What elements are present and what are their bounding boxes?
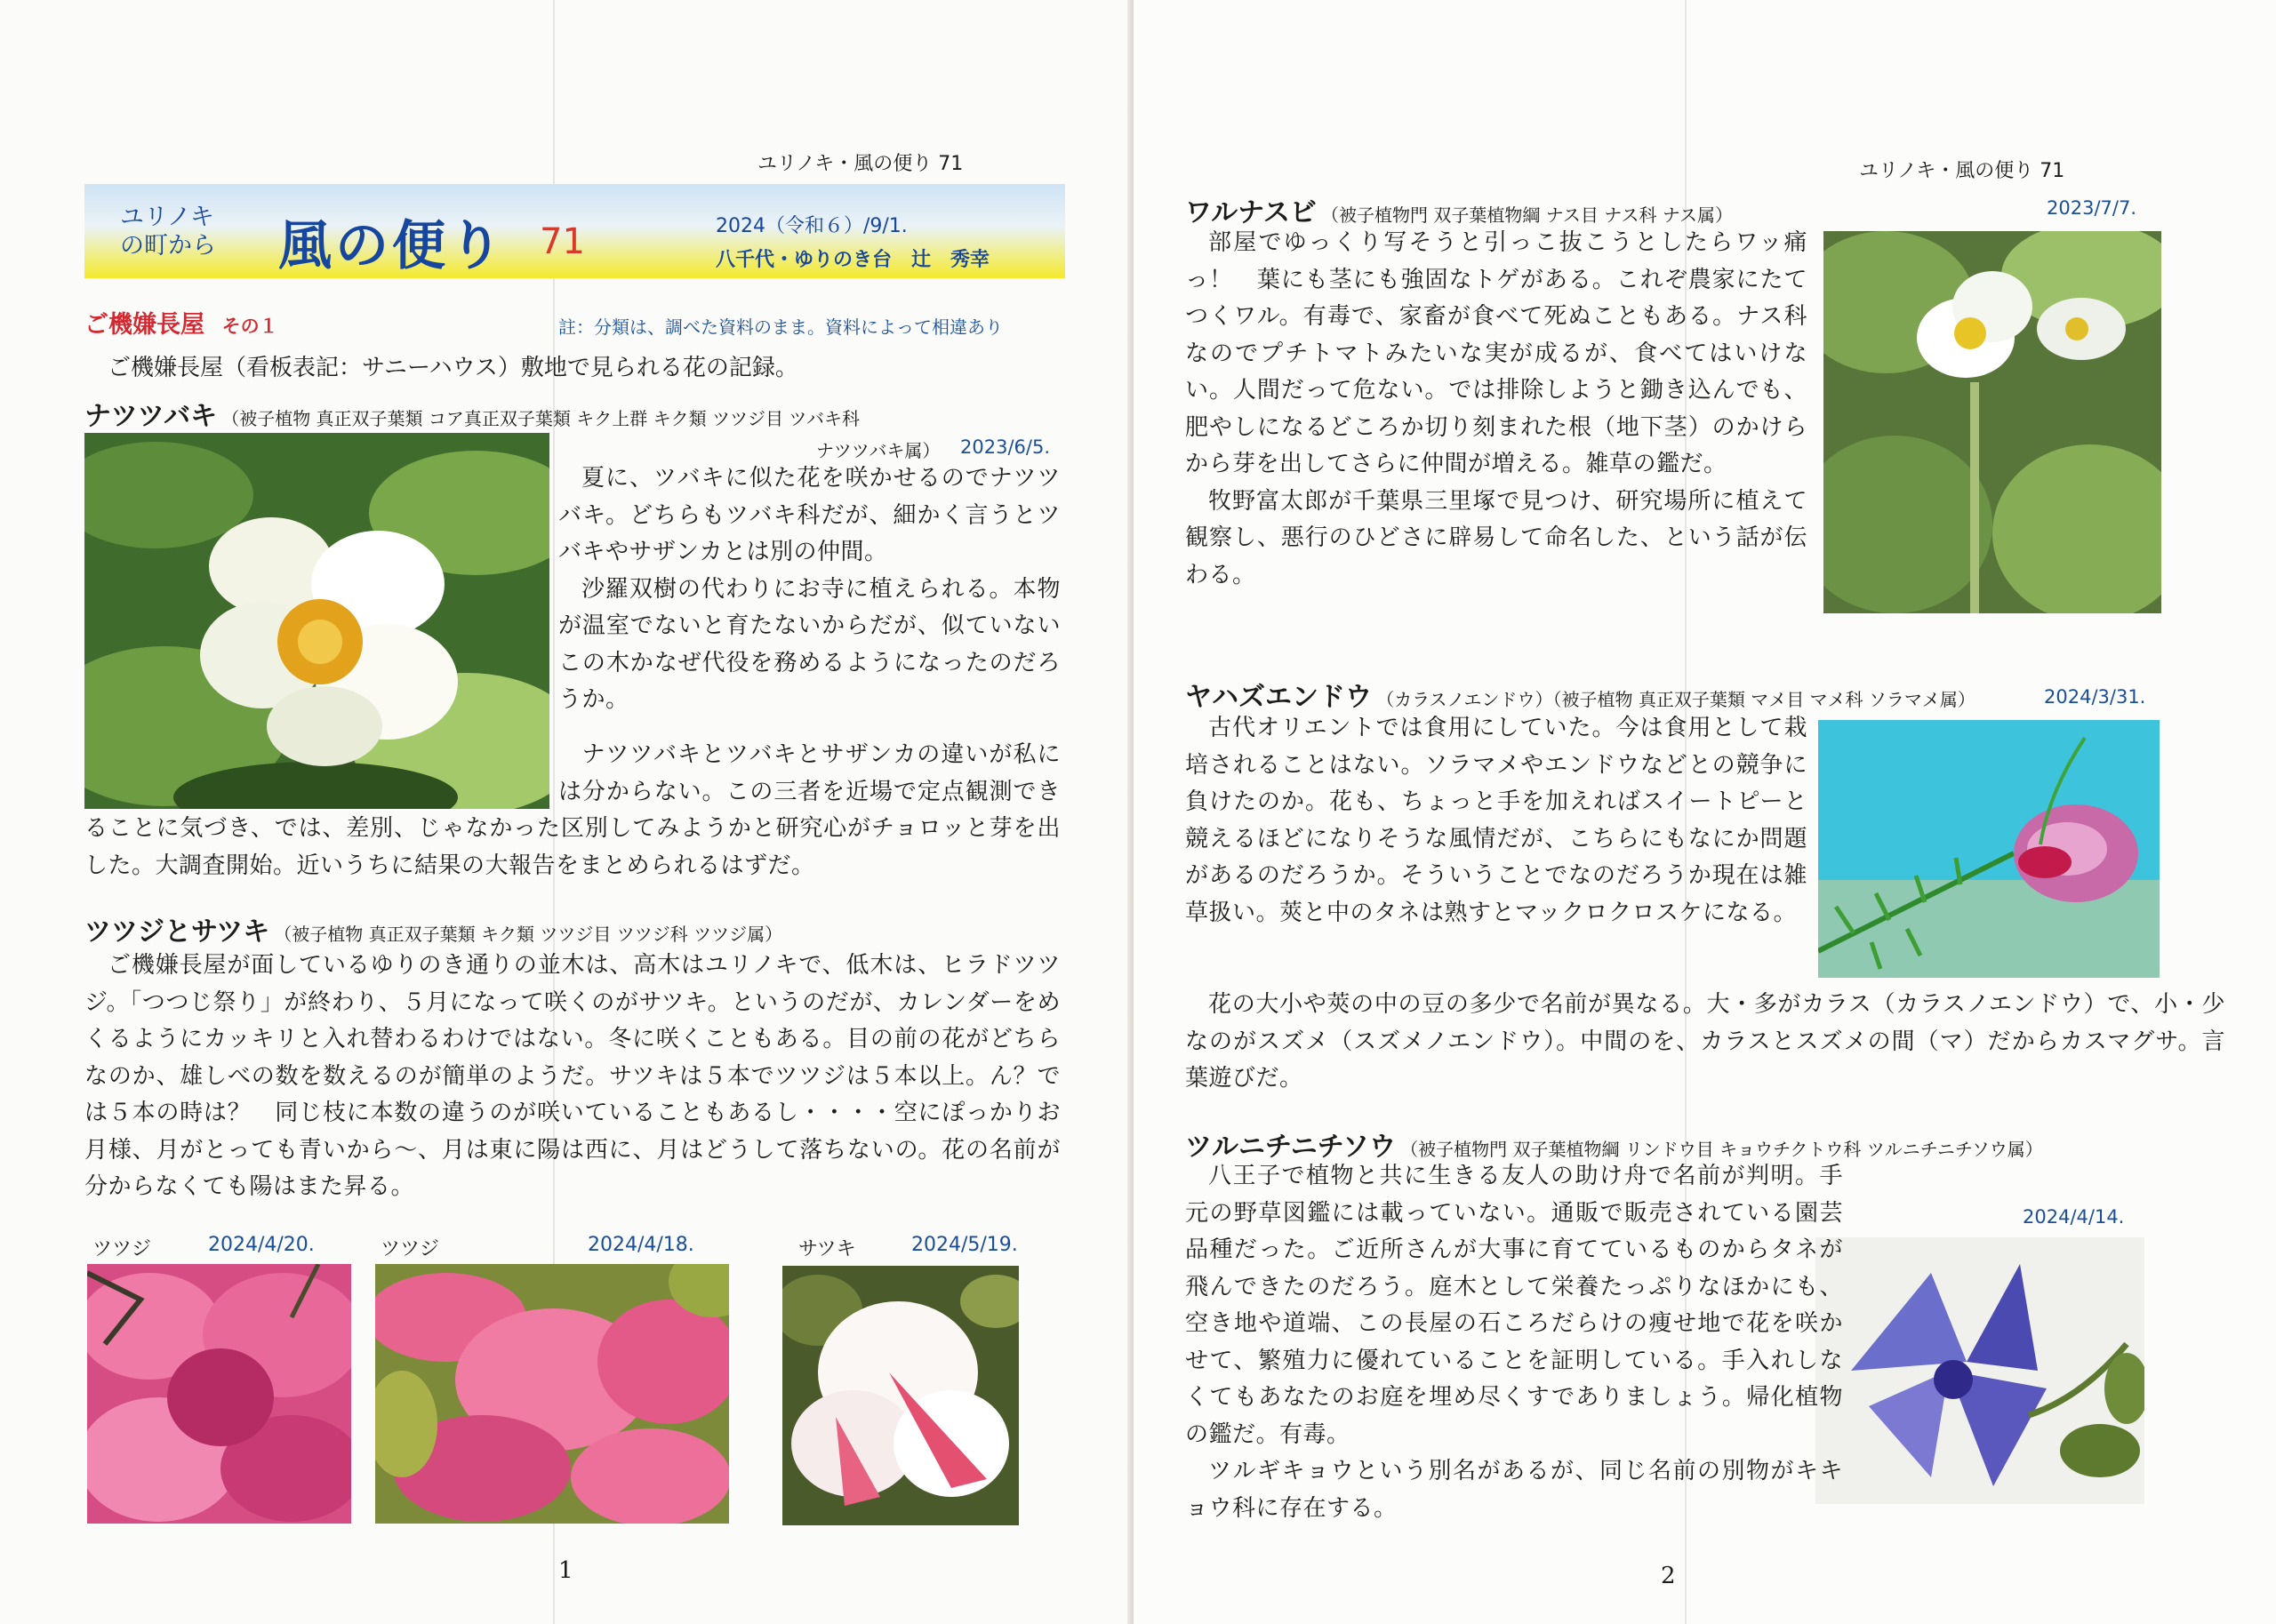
- banner-author: 八千代・ゆりのき台 辻 秀幸: [716, 249, 990, 271]
- banner-subtitle-line1: ユリノキ: [120, 204, 214, 231]
- banner-subtitle-line2: の町から: [120, 232, 216, 260]
- natsutsubaki-heading: [84, 394, 860, 433]
- running-header: ユリノキ・風の便り 71: [1859, 160, 2065, 182]
- natsutsubaki-date: 2023/6/5.: [960, 436, 1050, 458]
- warunasubi-photo: [1823, 231, 2161, 613]
- section-title: ご機嫌長屋: [84, 311, 204, 339]
- tsutsuji-name: ツツジとサツキ: [84, 916, 270, 948]
- yahazu-date: 2024/3/31.: [2044, 686, 2146, 708]
- satsuki-photo: [782, 1266, 1019, 1525]
- natsutsubaki-text-full: [84, 737, 1061, 884]
- layout-spacer: [1843, 1196, 2225, 1489]
- natsutsubaki-text-side: [558, 460, 1061, 719]
- tsutsuji-taxonomy: （被子植物 真正双子葉類 キク類 ツツジ目 ツツジ科 ツツジ属）: [274, 924, 783, 945]
- banner-subtitle: [120, 204, 216, 260]
- page-number-2: 2: [1661, 1563, 1676, 1589]
- yahazu-para2: 花の大小や莢の中の豆の多少で名前が異なる。大・多がカラス（カラスノエンドウ）で、小・少なのがスズメ（スズメノエンドウ）。中間のを、カラスとスズメの間（マ）だからカスマグサ。言葉遊びだ。: [1185, 991, 2225, 1092]
- natsutsubaki-taxonomy-cont: ナツツバキ属）: [816, 440, 941, 461]
- tsutsuji-photo-2: [375, 1264, 729, 1524]
- tsuruni-para2: ツルギキョウという別名があるが、同じ名前の別物がキキョウ科に存在する。: [1185, 1458, 1843, 1522]
- tsuruni-para1: 八王子で植物と共に生きる友人の助け舟で名前が判明。手元の野草図鑑には載っていない。通販で販売されている園芸品種だった。ご近所さんが大事に育てているものからタネが飛んできたのだろう。庭木として栄養たっぷりなほかにも、空き地や道端、この長屋の石ころだらけの痩せ地で花を咲かせて、繁殖力に優れていることを証明している。手入れしなくてもあなたのお庭を埋め尽くすでありましょう。帰化植物の鑑だ。有毒。: [1185, 1158, 2225, 1453]
- tsuruni-taxonomy: （被子植物門 双子葉植物綱 リンドウ目 キョウチクトウ科 ツルニチニチソウ属）: [1400, 1139, 2043, 1160]
- natsutsubaki-name: ナツツバキ: [84, 401, 218, 432]
- banner-title: 風の便り: [278, 215, 506, 277]
- intro-text: ご機嫌長屋（看板表記：サニーハウス）敷地で見られる花の記録。: [108, 355, 798, 381]
- page-number-1: 1: [558, 1557, 573, 1584]
- title-banner: [84, 184, 1065, 278]
- yahazu-text-side: [1185, 710, 1807, 932]
- natsutsubaki-para3: ナツツバキとツバキとサザンカの違いが私には分からない。この三者を近場で定点観測できることに気づき、では、差別、じゃなかった区別してみようかと研究心がチョロッと芽を出した。大調査開始。近いうちに結果の大報告をまとめられるはずだ。: [84, 737, 1061, 884]
- banner-date: 2024（令和６）/9/1.: [716, 215, 908, 237]
- photo3-date: 2024/5/19.: [911, 1234, 1018, 1256]
- yahazu-para1: 古代オリエントでは食用にしていた。今は食用として栽培されることはない。ソラマメやエンドウなどとの競争に負けたのか。花も、ちょっと手を加えればスイートピーと競えるほどになりそうな風情だが、こちらにもなにか問題があるのだろうか。そういうことでなのだろうか現在は雑草扱い。莢と中のタネは熟すとマックロクロスケになる。: [1185, 715, 1807, 926]
- banner-issue-number: 71: [540, 221, 585, 262]
- page-2: [1134, 0, 2276, 1624]
- natsutsubaki-para1: 夏に、ツバキに似た花を咲かせるのでナツツバキ。どちらもツバキ科だが、細かく言うとツバキやサザンカとは別の仲間。: [558, 465, 1061, 565]
- natsutsubaki-para2: 沙羅双樹の代わりにお寺に植えられる。本物が温室でないと育たないからだが、似ていないこの木かなぜ代役を務めるようになったのだろうか。: [558, 575, 1061, 713]
- yahazu-taxonomy: （カラスノエンドウ）（被子植物 真正双子葉類 マメ目 マメ科 ソラマメ属）: [1376, 689, 1975, 710]
- tsutsuji-text: [84, 948, 1061, 1206]
- tsutsuji-heading: [84, 909, 782, 948]
- tsutsuji-para: ご機嫌長屋が面しているゆりのき通りの並木は、高木はユリノキで、低木は、ヒラドツツジ。「つつじ祭り」が終わり、５月になって咲くのがサツキ。というのだが、カレンダーをめくるようにカッキリと入れ替わるわけではない。冬に咲くこともある。目の前の花がどちらなのか、雄しべの数を数えるのが簡単のようだ。サツキは５本でツツジは５本以上。ん？では５本の時は？ 同じ枝に本数の違うのが咲いていることもあるし・・・・空にぽっかりお月様、月がとっても青いから～、月は東に陽は西に、月はどうして落ちないの。花の名前が分からなくても陽はまた昇る。: [84, 952, 1061, 1200]
- warunasubi-para1: 部屋でゆっくり写そうと引っこ抜こうとしたらワッ痛っ！ 葉にも茎にも強固なトゲがある。これぞ農家にたてつくワル。有毒で、家畜が食べて死ぬこともある。ナス科なのでプチトマトみたいな実が成るが、食べてはいけない。人間だって危ない。では排除しようと鋤き込んでも、肥やしになるどころか切り刻まれた根（地下茎）のかけらから芽を出してさらに仲間が増える。雑草の鑑だ。: [1185, 229, 1807, 477]
- warunasubi-name: ワルナスビ: [1185, 197, 1317, 228]
- tsutsuji-photo-1: [87, 1264, 351, 1524]
- photo3-label: サツキ: [798, 1238, 856, 1260]
- yahazu-text-full: [1185, 987, 2225, 1098]
- layout-spacer: [84, 737, 558, 811]
- warunasubi-heading: [1185, 190, 1733, 229]
- warunasubi-taxonomy: （被子植物門 双子葉植物綱 ナス目 ナス科 ナス属）: [1321, 204, 1734, 226]
- tsuruni-date: 2024/4/14.: [2023, 1206, 2125, 1228]
- tsuruni-text: [1185, 1158, 2225, 1527]
- classification-note: 註：分類は、調べた資料のまま。資料によって相違あり: [558, 316, 1003, 338]
- natsutsubaki-taxonomy: （被子植物 真正双子葉類 コア真正双子葉類 キク上群 キク類 ツツジ目 ツバキ科: [221, 408, 860, 429]
- photo1-label: ツツジ: [92, 1238, 152, 1260]
- tsuruni-name: ツルニチニチソウ: [1185, 1132, 1396, 1163]
- section-heading: [84, 305, 278, 340]
- page-1: [0, 0, 1134, 1624]
- yahazu-name: ヤハズエンドウ: [1185, 682, 1372, 713]
- warunasubi-text: [1185, 225, 1807, 594]
- running-header: ユリノキ・風の便り 71: [757, 153, 964, 175]
- warunasubi-date: 2023/7/7.: [2047, 197, 2136, 219]
- section-part: その１: [221, 316, 278, 337]
- photo1-date: 2024/4/20.: [208, 1234, 315, 1256]
- warunasubi-para2: 牧野富太郎が千葉県三里塚で見つけ、研究場所に植えて観察し、悪行のひどさに辟易して命名した、という話が伝わる。: [1185, 487, 1807, 588]
- yahazu-photo: [1818, 720, 2160, 978]
- yahazu-heading: [1185, 675, 1975, 714]
- photo2-date: 2024/4/18.: [588, 1234, 694, 1256]
- photo2-label: ツツジ: [381, 1238, 440, 1260]
